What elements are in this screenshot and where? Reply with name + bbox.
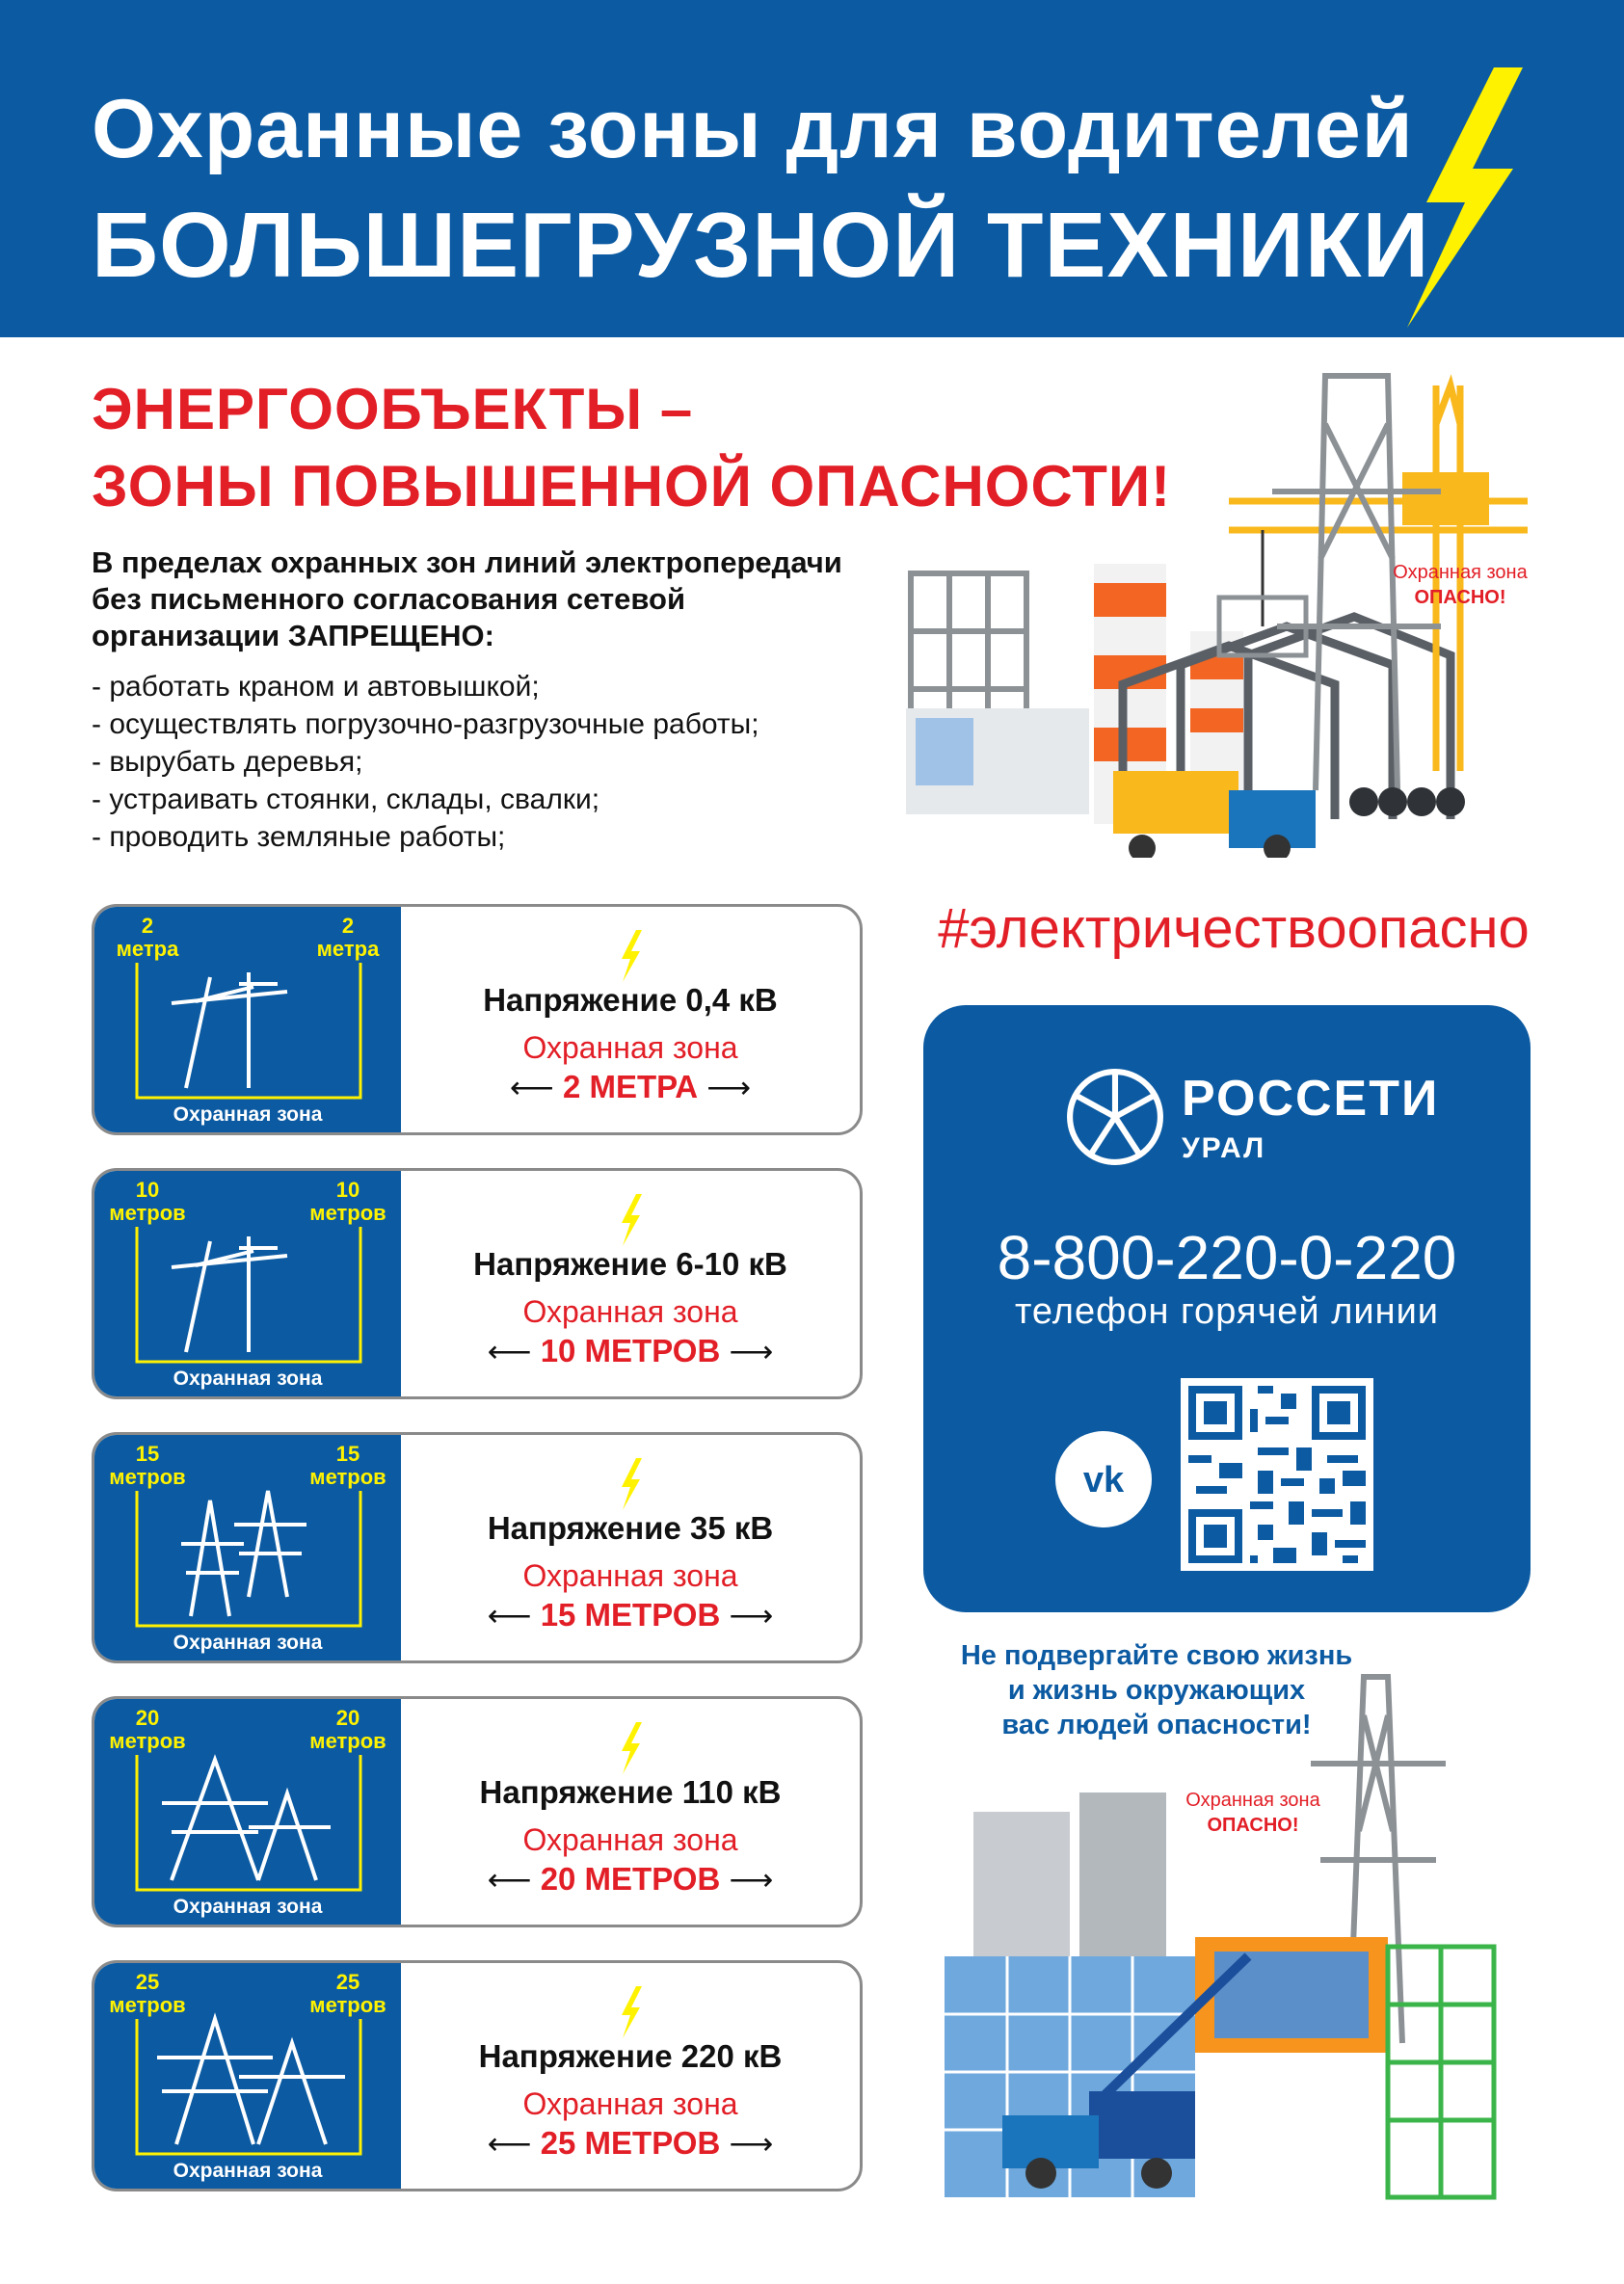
lightning-bolt-icon <box>617 1458 644 1510</box>
card-illustration-panel <box>94 1435 401 1660</box>
card-info <box>401 1435 860 1660</box>
zone-card-6-10kv <box>92 1168 863 1399</box>
right-distance: 25 метров <box>309 1970 386 2017</box>
zone-distance: ⟵ 25 МЕТРОВ ⟶ <box>487 2125 774 2161</box>
ban-item: - работать краном и автовышкой; <box>92 671 540 703</box>
left-distance: 10 метров <box>109 1178 186 1225</box>
zone-caption: Охранная зона <box>173 1896 323 1918</box>
vk-icon[interactable] <box>1055 1431 1152 1527</box>
zone-caption: Охранная зона <box>173 2160 323 2182</box>
danger-heading-1: ЭНЕРГООБЪЕКТЫ – <box>92 377 694 441</box>
danger-heading-2: ЗОНЫ ПОВЫШЕННОЙ ОПАСНОСТИ! <box>92 454 1172 518</box>
card-illustration-panel <box>94 907 401 1132</box>
lightning-bolt-icon <box>617 1194 644 1246</box>
zone-caption: Охранная зона <box>173 1103 323 1126</box>
hashtag: #электричествоопасно <box>938 897 1530 960</box>
warning-line-3: вас людей опасности! <box>1001 1710 1312 1740</box>
zone-card-0-4kv <box>92 904 863 1135</box>
intro-line-1: В пределах охранных зон линий электропередачи <box>92 545 842 579</box>
rosseti-logo-icon <box>1066 1068 1164 1166</box>
bottom-zone-label: Охранная зона <box>1185 1790 1320 1811</box>
card-info <box>401 1171 860 1396</box>
zone-distance: ⟵ 10 МЕТРОВ ⟶ <box>487 1333 774 1368</box>
warning-line-1: Не подвергайте свою жизнь <box>960 1640 1353 1671</box>
hotline-caption: телефон горячей линии <box>1014 1291 1440 1332</box>
tower-icon <box>114 2000 382 2164</box>
pole-icon <box>114 1208 382 1371</box>
card-info <box>401 1699 860 1925</box>
ban-item: - вырубать деревья; <box>92 746 363 778</box>
intro-text <box>92 544 911 654</box>
warning-line-2: и жизнь окружающих <box>1007 1675 1306 1706</box>
left-distance: 25 метров <box>109 1970 186 2017</box>
left-distance: 2 метра <box>116 914 179 961</box>
pole-icon <box>114 943 382 1107</box>
title-line-1: Охранные зоны для водителей <box>92 83 1414 175</box>
bottom-danger-label: ОПАСНО! <box>1207 1815 1299 1836</box>
zone-distance: ⟵ 2 МЕТРА ⟶ <box>509 1069 752 1104</box>
zone-label: Охранная зона <box>522 2086 738 2121</box>
qr-code-icon[interactable] <box>1181 1378 1373 1571</box>
right-distance: 2 метра <box>316 914 380 961</box>
voltage-label: Напряжение 220 кВ <box>478 2038 783 2074</box>
svg-text:vk: vk <box>1082 1460 1125 1501</box>
intro-line-3: организации ЗАПРЕЩЕНО: <box>92 619 494 652</box>
zone-card-110kv <box>92 1696 863 1927</box>
header-banner <box>0 0 1624 337</box>
hotline-phone[interactable]: 8-800-220-0-220 <box>997 1223 1457 1292</box>
right-distance: 15 метров <box>309 1442 386 1489</box>
lightning-bolt-icon <box>617 930 644 982</box>
ban-item: - осуществлять погрузочно-разгрузочные работы; <box>92 708 759 740</box>
zone-distance: ⟵ 20 МЕТРОВ ⟶ <box>487 1861 774 1897</box>
lightning-bolt-icon <box>1388 67 1523 328</box>
ban-item: - устраивать стоянки, склады, свалки; <box>92 783 600 815</box>
top-zone-label: Охранная зона <box>1393 562 1528 583</box>
left-distance: 15 метров <box>109 1442 186 1489</box>
voltage-label: Напряжение 6-10 кВ <box>473 1246 787 1282</box>
lightning-bolt-icon <box>617 1722 644 1774</box>
brand-subtitle: УРАЛ <box>1182 1132 1266 1164</box>
city-construction-illustration <box>925 1638 1542 2217</box>
zone-distance: ⟵ 15 МЕТРОВ ⟶ <box>487 1597 774 1633</box>
card-info <box>401 907 860 1132</box>
card-illustration-panel <box>94 1699 401 1925</box>
card-illustration-panel <box>94 1171 401 1396</box>
intro-line-2: без письменного согласования сетевой <box>92 582 686 616</box>
zone-card-35kv <box>92 1432 863 1663</box>
construction-site-illustration <box>863 366 1537 858</box>
top-danger-label: ОПАСНО! <box>1414 587 1506 608</box>
zone-label: Охранная зона <box>522 1558 738 1593</box>
brand-name: РОССЕТИ <box>1182 1071 1440 1127</box>
card-info <box>401 1963 860 2189</box>
ban-item: - проводить земляные работы; <box>92 821 506 853</box>
voltage-label: Напряжение 110 кВ <box>479 1774 782 1810</box>
card-illustration-panel <box>94 1963 401 2189</box>
zone-label: Охранная зона <box>522 1030 738 1065</box>
left-distance: 20 метров <box>109 1706 186 1753</box>
voltage-label: Напряжение 0,4 кВ <box>483 982 778 1018</box>
lightning-bolt-icon <box>617 1986 644 2038</box>
ban-list <box>92 668 911 856</box>
tower-icon <box>114 1472 382 1635</box>
right-distance: 10 метров <box>309 1178 386 1225</box>
tower-icon <box>114 1736 382 1899</box>
zone-caption: Охранная зона <box>173 1368 323 1390</box>
zone-caption: Охранная зона <box>173 1632 323 1654</box>
title-line-2: БОЛЬШЕГРУЗНОЙ ТЕХНИКИ <box>92 194 1430 297</box>
zone-label: Охранная зона <box>522 1822 738 1857</box>
right-distance: 20 метров <box>309 1706 386 1753</box>
zone-card-220kv <box>92 1960 863 2191</box>
voltage-label: Напряжение 35 кВ <box>487 1510 774 1546</box>
zone-label: Охранная зона <box>522 1294 738 1329</box>
